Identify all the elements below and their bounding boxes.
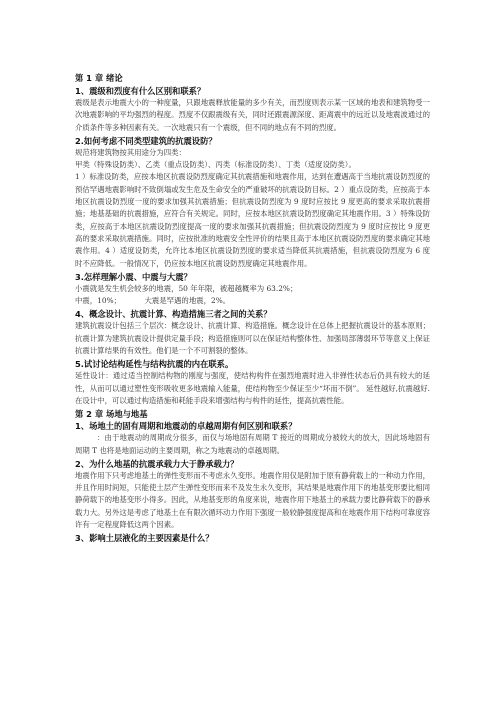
chapter-2-question-2-answer: 地震作用下只考虑地基土的弹性变形而不考虑永久变形。地震作用仅是附加于原有静荷载上的一种动力作用，并且作用时间短，只能使土层产生弹性变形而来不及发生永久变形，其结果是地震作用下的地基变形要比相同静荷载下的地基变形小得多。因此，从地基变形的角度来说，地震作用下地基土的承载力要比静荷载下的静承载力大。另外这是考虑了地基土在有限次循环动力作用下强度一般较静强度提高和在地震作用下结构可靠度容许有一定程度降低这两个因素。 xyxy=(75,470,430,530)
chapter-1-heading: 第 1 章 绪论 xyxy=(75,73,123,83)
question-3-heading: 3.怎样理解小震、中震与大震？ xyxy=(75,271,192,282)
chapter-2-question-1-answer: ：由于地震动的周期成分很多，而仅与场地固有周期 T 接近的周期成分被较大的放大，因此场地固有周期 T 也将是地面运动的主要周期，称之为地震动的卓越周期。 xyxy=(75,433,430,455)
question-2-intro: 规范将建筑物按其用途分为四类： xyxy=(75,147,186,157)
question-4-answer: 建筑抗震设计包括三个层次：概念设计、抗震计算、构造措施。概念设计在总体上把握抗震设计的基本原则；抗震计算为建筑抗震设计提供定量手段；构造措施则可以在保证结构整体性、加强局部薄弱环节等意义上保证抗震计算结果的有效性。他们是一个不可割裂的整体。 xyxy=(75,321,430,356)
chapter-2-heading: 第 2 章 场地与地基 xyxy=(75,409,148,420)
question-5-answer: 延性设计：通过适当控制结构物的刚度与强度，使结构构件在强烈地震时进入非弹性状态后仍具有较大的延性，从而可以通过塑性变形吸收更多地震输入能量，使结构物至少保证至少“坏而不倒”。 延性越好,抗震越好.在设计中，可以通过构造措施和耗能手段来增强结构与构件的延性，提高抗震性能。 xyxy=(75,371,430,405)
question-2-categories: 甲类（特殊设防类）、乙类（重点设防类）、丙类（标准设防类）、丁类（适度设防类）。 xyxy=(75,160,356,170)
question-5-heading: 5.试讨论结构延性与结构抗震的内在联系。 xyxy=(75,359,234,370)
chapter-2-question-3-heading: 3、影响土层液化的主要因素是什么？ xyxy=(75,533,214,544)
question-1-answer: 震级是表示地震大小的一种度量，只跟地震释放能量的多少有关，而烈度则表示某一区域的地表和建筑物受一次地震影响的平均强烈的程度。烈度不仅跟震级有关，同时还跟震源深度、距离震中的远近以及地震波通过的介质条件等多种因素有关。一次地震只有一个震级，但不同的地点有不同的烈度。 xyxy=(75,98,430,132)
chapter-2-question-1-heading: 1、场地土的固有周期和地震动的卓越周期有何区别和联系？ xyxy=(75,421,297,432)
question-2-heading: 2.如何考虑不同类型建筑的抗震设防？ xyxy=(75,135,217,146)
question-1-heading: 1、震级和烈度有什么区别和联系？ xyxy=(75,86,206,96)
question-2-answer: 1 ）标准设防类，应按本地区抗震设防烈度确定其抗震措施和地震作用，达到在遭遇高于当地抗震设防烈度的预估罕遇地震影响时不致倒塌或发生危及生命安全的严重破坏的抗震设防目标。2 ）重点设防类，应按高于本地区抗震设防烈度一度的要求加强其抗震措施；但抗震设防烈度为 9 度时应按比 9 度更高的要求采取抗震措施；地基基础的抗震措施，应符合有关规定。同时，应按本地区抗震设防烈度确定其地震作用。3 ）特殊设防类，应按高于本地区抗震设防烈度提高一度的要求加强其抗震措施；但抗震设防烈度为 9 度时应按比 9 度更高的要求采取抗震措施。同时，应按批准的地震安全性评价的结果且高于本地区抗震设防烈度的要求确定其地震作用。4 ）适度设防类，允许比本地区抗震设防烈度的要求适当降低其抗震措施，但抗震设防烈度为 6 度时不应降低。一般情况下，仍应按本地区抗震设防烈度确定其地震作用。 xyxy=(75,172,430,268)
question-4-heading: 4、概念设计、抗震计算、构造措施三者之间的关系？ xyxy=(75,309,272,320)
question-3-answer-line-1: 小震就是发生机会较多的地震，50 年年限，被超越概率为 63.2%； xyxy=(75,283,298,293)
chapter-2-question-2-heading: 2、为什么地基的抗震承载力大于静承载力？ xyxy=(75,458,239,469)
question-3-answer-line-2: 中震，10%； 大震是罕遇的地震，2%。 xyxy=(75,296,231,306)
